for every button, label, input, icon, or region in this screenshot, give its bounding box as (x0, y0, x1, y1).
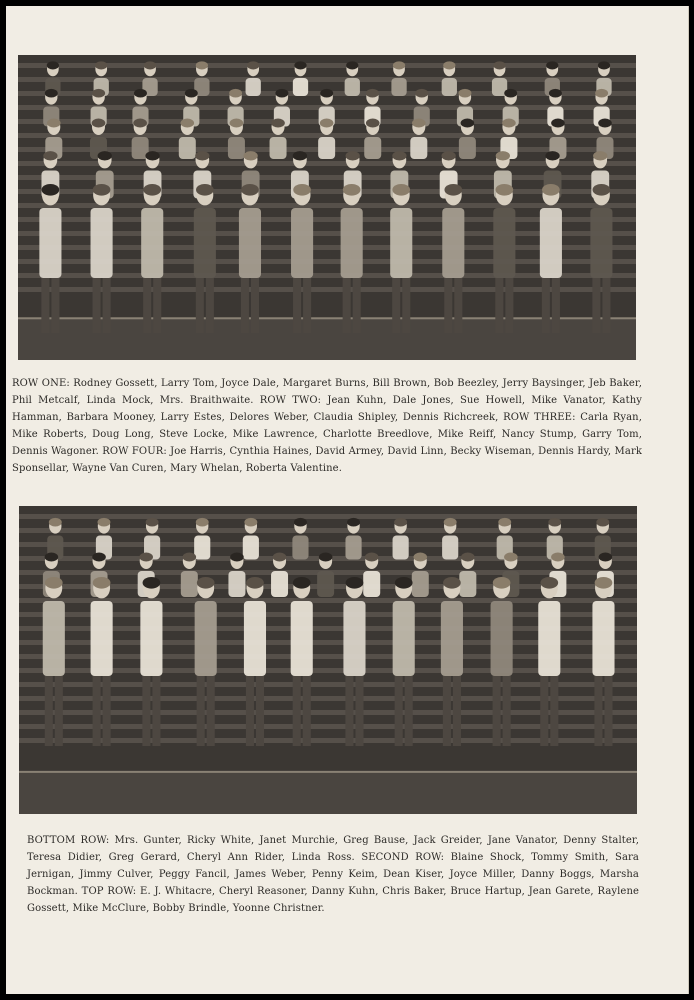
caption-top: ROW ONE: Rodney Gossett, Larry Tom, Joyce Dale, Margaret Burns, Bill Brown, Bob Beezley, Jerry Baysinger, Jeb Baker, Phil Metcalf, Linda Mock, Mrs. Braithwaite. ROW TWO: Jean Kuhn, Dale Jones, Sue Howell, Mike Vanator, Kathy Hamman, Barbara Mooney, Larry Estes, Delores Weber, Claudia Shipley, Dennis Richcreek, ROW THREE: Carla Ryan, Mike Roberts, Doug Long, Steve Locke, Mike Lawrence, Charlotte Breedlove, Mike Reiff, Nancy Stump, Garry Tom, Dennis Wagoner. ROW FOUR: Joe Harris, Cynthia Haines, David Armey, David Linn, Becky Wiseman, Dennis Hardy, Mark Sponsellar, Wayne Van Curen, Mary Whelan, Roberta Valentine. (12, 378, 642, 474)
class-photo-bottom (19, 506, 637, 814)
class-photo-top (18, 55, 636, 360)
yearbook-page (6, 6, 689, 994)
caption-bottom: BOTTOM ROW: Mrs. Gunter, Ricky White, Janet Murchie, Greg Bause, Jack Greider, Jane Vanator, Denny Stalter, Teresa Didier, Greg Gerard, Cheryl Ann Rider, Linda Ross. SECOND ROW: Blaine Shock, Tommy Smith, Sara Jernigan, Jimmy Culver, Peggy Fancil, James Weber, Penny Keim, Dean Kiser, Joyce Miller, Danny Boggs, Marsha Bockman. TOP ROW: E. J. Whitacre, Cheryl Reasoner, Danny Kuhn, Chris Baker, Bruce Hartup, Jean Garete, Raylene Gossett, Mike McClure, Bobby Brindle, Yoonne Christner. (27, 835, 639, 914)
